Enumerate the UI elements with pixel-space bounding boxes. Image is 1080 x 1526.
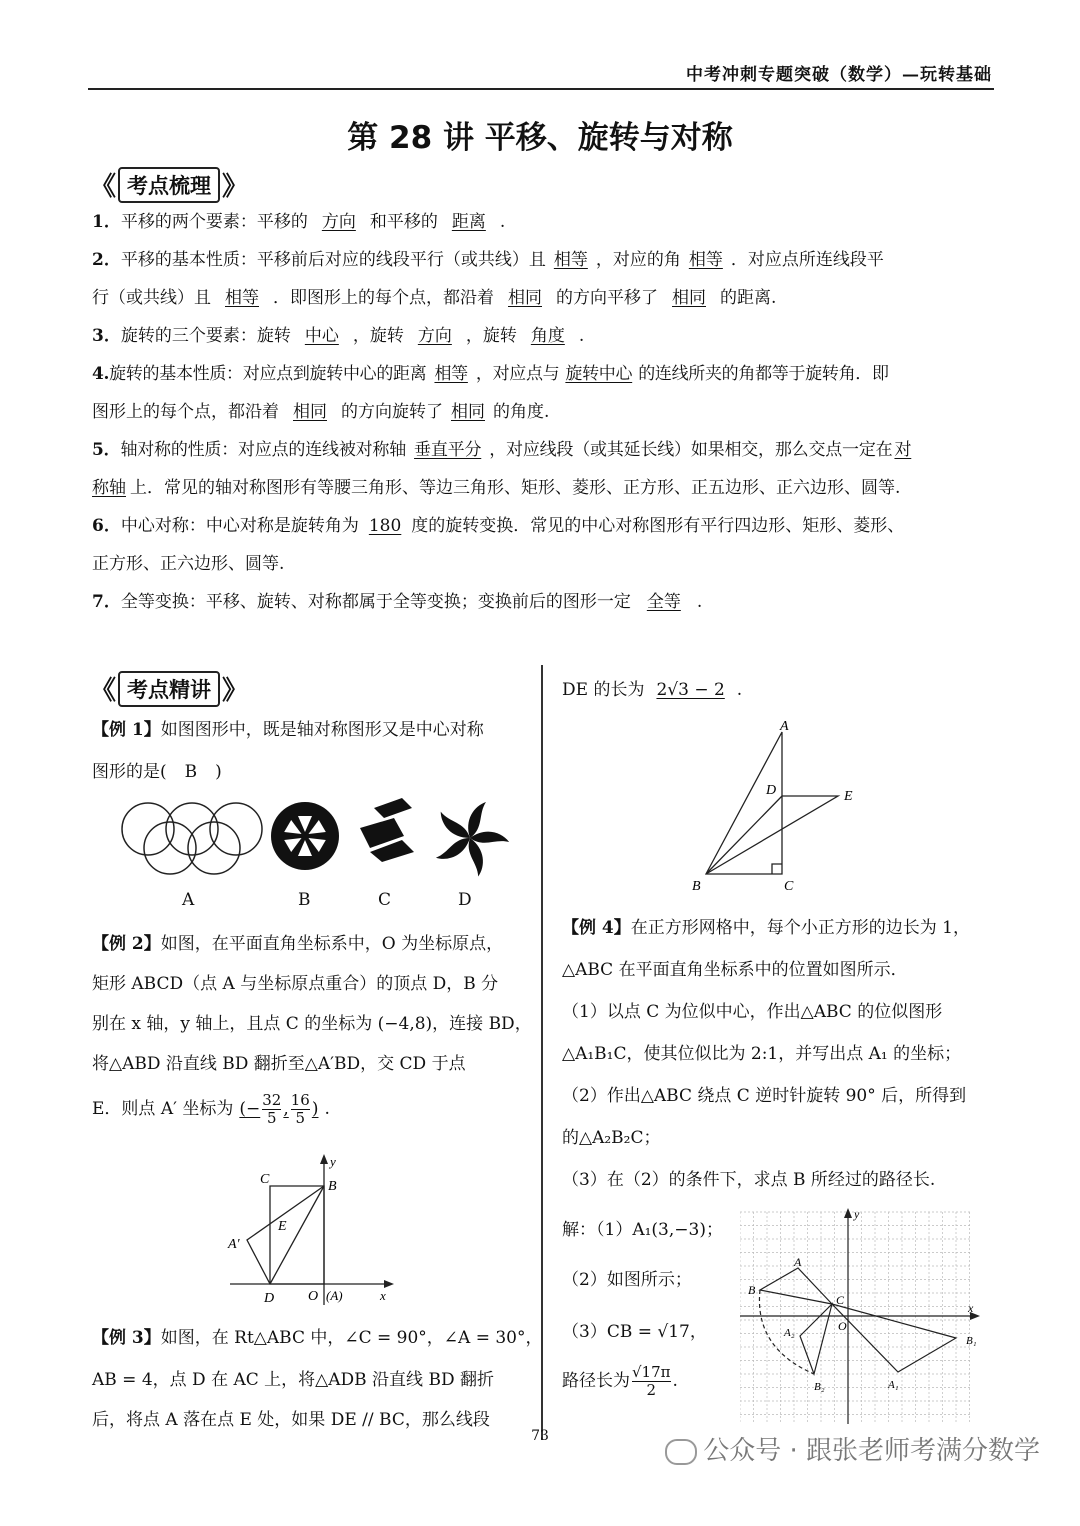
- text: 图形的是(: [92, 762, 167, 782]
- text: DE 的长为: [562, 680, 645, 700]
- text: (−: [239, 1099, 261, 1119]
- text: ，旋转: [465, 326, 517, 346]
- watermark: [665, 1430, 1040, 1467]
- example-tag: 【例 4】: [562, 918, 631, 938]
- fig2-label-c: C: [260, 1172, 270, 1187]
- answer-blank: [233, 1091, 324, 1127]
- text: .: [499, 212, 506, 232]
- solution-line-3: （3）CB = √17，: [562, 1322, 707, 1342]
- answer-blank: 旋转中心: [565, 364, 633, 384]
- pinwheel-flower-icon: [271, 802, 339, 870]
- answer-blank: 方向: [417, 326, 452, 346]
- point-2-line-2: [92, 286, 992, 310]
- point-3: [92, 324, 992, 348]
- point-number: 2．: [92, 250, 121, 270]
- page-number: 73: [531, 1428, 549, 1444]
- text: .: [672, 1371, 678, 1391]
- fig4-label-o: O: [838, 1319, 847, 1333]
- text: 的连线所夹的角都等于旋转角．即: [638, 364, 889, 384]
- example-3-answer-line: [562, 678, 742, 702]
- example-tag: 【例 2】: [92, 934, 161, 954]
- solution-line-4: [562, 1364, 678, 1399]
- text: 旋转的三个要素：旋转: [120, 326, 291, 346]
- answer-blank: 180: [368, 516, 402, 536]
- text: 轴对称的性质：对应点的连线被对称轴: [120, 440, 407, 460]
- point-4-line-1: [92, 362, 992, 386]
- header-rule: [88, 88, 994, 90]
- text: 在正方形网格中，每个小正方形的边长为 1，: [630, 918, 970, 938]
- text: ，对应的角: [595, 250, 681, 270]
- numerator: 16: [290, 1091, 310, 1109]
- text: 图形上的每个点，都沿着: [92, 402, 279, 422]
- example-2-figure: [220, 1150, 400, 1310]
- fig4-label-x: x: [968, 1301, 974, 1315]
- y-arrow-icon: [844, 1208, 852, 1218]
- example-4-line-6: 的△A₂B₂C；: [562, 1128, 661, 1148]
- section-label: 考点梳理: [118, 167, 220, 203]
- point-1: [92, 210, 992, 234]
- answer: B: [184, 762, 198, 782]
- fig4-label-a2: A₂: [784, 1327, 795, 1339]
- fig2-label-e: E: [278, 1219, 287, 1234]
- point-2-line-1: [92, 248, 992, 272]
- point-number: 7．: [92, 592, 121, 612]
- text: 全等变换：平移、旋转、对称都属于全等变换；变换前后的图形一定: [120, 592, 631, 612]
- answer-blank: 相等: [553, 250, 588, 270]
- fraction: [291, 1092, 310, 1127]
- fig4-label-y: y: [854, 1208, 860, 1221]
- answer-blank: 相同: [451, 402, 485, 422]
- fig4-label-b2: B₂: [814, 1381, 825, 1393]
- text: .: [578, 326, 585, 346]
- text: E．则点 A′ 坐标为: [92, 1099, 234, 1119]
- denominator: 5: [291, 1109, 310, 1127]
- section-badge-lecture: [90, 670, 248, 707]
- text: 如图图形中，既是轴对称图形又是中心对称: [160, 720, 484, 740]
- fig2-label-b: B: [328, 1179, 337, 1194]
- fraction: [632, 1364, 671, 1399]
- option-c-label: C: [378, 890, 392, 910]
- fig4-label-b: B: [748, 1283, 756, 1297]
- section-badge-review: [90, 166, 248, 203]
- example-3-line-2: AB = 4，点 D 在 AC 上，将△ADB 沿直线 BD 翻折: [92, 1370, 494, 1390]
- example-1-line-2: [92, 760, 222, 784]
- bracket-left-icon: 《: [90, 676, 117, 706]
- point-7: [92, 590, 992, 614]
- answer-blank: 全等: [646, 592, 681, 612]
- example-3-figure: [680, 716, 880, 896]
- olympic-rings-icon: [122, 803, 262, 874]
- fig2-label-a-prime: A′: [228, 1237, 240, 1252]
- example-4-line-4: △A₁B₁C，使其位似比为 2:1，并写出点 A₁ 的坐标；: [562, 1044, 962, 1064]
- point-number: 3．: [92, 326, 121, 346]
- text: .: [696, 592, 703, 612]
- text: .: [324, 1099, 330, 1119]
- watermark-text: 公众号 · 跟张老师考满分数学: [703, 1436, 1040, 1466]
- fraction: [262, 1092, 281, 1127]
- text: 路径长为: [562, 1371, 630, 1391]
- text: 平移的基本性质：平移前后对应的线段平行（或共线）且: [120, 250, 546, 270]
- text: ): [311, 1099, 319, 1119]
- example-1-figures: [112, 796, 512, 886]
- fig2-label-o: O: [308, 1289, 319, 1304]
- answer-blank: 相等: [434, 364, 468, 384]
- point-4-line-2: [92, 400, 992, 424]
- section-label: 考点精讲: [118, 671, 220, 707]
- text: 中心对称：中心对称是旋转角为: [120, 516, 359, 536]
- bracket-right-icon: 》: [222, 172, 249, 202]
- answer-blank: 中心: [304, 326, 339, 346]
- answer-blank: 2√3 − 2: [656, 680, 725, 700]
- text: 行（或共线）且: [92, 288, 211, 308]
- example-2-line-2: 矩形 ABCD（点 A 与坐标原点重合）的顶点 D，B 分: [92, 974, 499, 994]
- option-d-label: D: [458, 890, 472, 910]
- text: 的方向旋转了: [341, 402, 443, 422]
- text: 的角度.: [493, 402, 550, 422]
- text: 平移的两个要素：平移的: [120, 212, 308, 232]
- fig2-label-x: x: [380, 1288, 386, 1303]
- text: ): [215, 762, 222, 782]
- answer-blank: 相同: [508, 288, 542, 308]
- text: 度的旋转变换．常见的中心对称图形有平行四边形、矩形、菱形、: [411, 516, 905, 536]
- fig2-label-d: D: [264, 1291, 275, 1306]
- numerator: 32: [262, 1091, 282, 1109]
- fig4-label-c: C: [836, 1293, 845, 1307]
- example-3-line-1: [92, 1326, 543, 1350]
- example-4-grid-figure: [740, 1208, 990, 1424]
- solution-line-2: （2）如图所示；: [562, 1270, 692, 1290]
- text: ,: [283, 1099, 289, 1119]
- text: .: [736, 680, 743, 700]
- example-3-line-3: 后，将点 A 落在点 E 处，如果 DE // BC，那么线段: [92, 1410, 490, 1430]
- fig3-label-b: B: [692, 879, 701, 894]
- answer-blank: 相等: [225, 288, 259, 308]
- example-4-line-2: △ABC 在平面直角坐标系中的位置如图所示．: [562, 960, 908, 980]
- point-number: 5．: [92, 440, 121, 460]
- wechat-icon: [665, 1439, 697, 1465]
- answer-blank: 相同: [293, 402, 327, 422]
- suzuki-logo-icon: [360, 798, 414, 862]
- fig3-label-a: A: [780, 719, 789, 734]
- text: ．对应点所连线段平: [730, 250, 884, 270]
- point-number: 4.: [92, 364, 110, 384]
- text: ．即图形上的每个点，都沿着: [273, 288, 494, 308]
- numerator: √17π: [632, 1363, 671, 1381]
- bracket-left-icon: 《: [90, 172, 117, 202]
- answer-blank: 方向: [321, 212, 356, 232]
- example-tag: 【例 3】: [92, 1328, 161, 1348]
- example-4-line-3: （1）以点 C 为位似中心，作出△ABC 的位似图形: [562, 1002, 943, 1022]
- text: ，对应线段（或其延长线）如果相交，那么交点一定在: [489, 440, 893, 460]
- example-4-line-5: （2）作出△ABC 绕点 C 逆时针旋转 90° 后，所得到: [562, 1086, 967, 1106]
- answer-blank: 角度: [530, 326, 565, 346]
- text: 如图，在 Rt△ABC 中，∠C = 90°，∠A = 30°，: [160, 1328, 543, 1348]
- text: ，旋转: [352, 326, 404, 346]
- example-1-line-1: [92, 718, 484, 742]
- fig3-label-e: E: [844, 789, 853, 804]
- example-tag: 【例 1】: [92, 720, 161, 740]
- page-title: 第 28 讲 平移、旋转与对称: [347, 120, 733, 156]
- answer-blank: 对: [894, 440, 912, 460]
- answer-blank: 称轴: [92, 478, 126, 498]
- fig3-label-c: C: [784, 879, 794, 894]
- option-b-label: B: [298, 890, 311, 910]
- answer-blank: 相同: [672, 288, 706, 308]
- example-2-line-4: 将△ABD 沿直线 BD 翻折至△A′BD，交 CD 于点: [92, 1054, 466, 1074]
- answer-blank: 垂直平分: [414, 440, 482, 460]
- point-6-line-2: 正方形、正六边形、圆等.: [92, 554, 285, 574]
- fig3-label-d: D: [766, 783, 777, 798]
- point-6-line-1: [92, 514, 992, 538]
- fig2-label-y: y: [330, 1154, 336, 1169]
- point-number: 1．: [92, 212, 121, 232]
- denominator: 5: [262, 1109, 281, 1127]
- bracket-right-icon: 》: [222, 676, 249, 706]
- grid-lines: [740, 1212, 970, 1424]
- header-title: 中考冲刺专题突破（数学）—玩转基础: [686, 65, 992, 85]
- answer-blank: 距离: [451, 212, 486, 232]
- option-a-label: A: [182, 890, 195, 910]
- denominator: 2: [632, 1381, 671, 1399]
- text: 的距离.: [720, 288, 777, 308]
- example-2-line-1: [92, 932, 503, 956]
- solution-line-1: 解：（1）A₁(3,−3)；: [562, 1220, 723, 1240]
- fig4-label-a1: A₁: [888, 1379, 899, 1391]
- bauhinia-flower-icon: [435, 802, 509, 877]
- point-number: 6．: [92, 516, 121, 536]
- fig4-label-b1: B₁: [966, 1335, 977, 1347]
- text: ，对应点与: [475, 364, 560, 384]
- example-4-line-1: [562, 916, 970, 940]
- text: 如图，在平面直角坐标系中，O 为坐标原点，: [160, 934, 504, 954]
- point-5-line-1: [92, 438, 992, 462]
- fig4-label-a: A: [794, 1255, 802, 1269]
- y-arrow-icon: [320, 1154, 328, 1164]
- point-5-line-2: [92, 476, 992, 500]
- fig2-label-a: (A): [326, 1288, 343, 1303]
- text: 的方向平移了: [556, 288, 658, 308]
- example-2-line-3: 别在 x 轴，y 轴上，且点 C 的坐标为 (−4,8)，连接 BD，: [92, 1014, 532, 1034]
- text: 上．常见的轴对称图形有等腰三角形、等边三角形、矩形、菱形、正方形、正五边形、正六边形、圆等.: [130, 478, 901, 498]
- x-arrow-icon: [384, 1280, 394, 1288]
- answer-blank: 相等: [688, 250, 723, 270]
- column-divider: [541, 665, 543, 1440]
- text: 和平移的: [369, 212, 438, 232]
- example-4-line-7: （3）在（2）的条件下，求点 B 所经过的路径长.: [562, 1170, 936, 1190]
- example-2-line-5: [92, 1092, 330, 1127]
- text: 旋转的基本性质：对应点到旋转中心的距离: [109, 364, 427, 384]
